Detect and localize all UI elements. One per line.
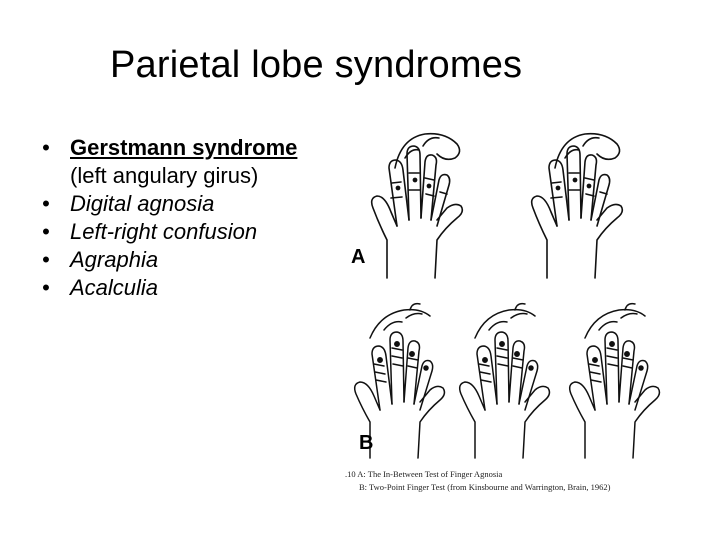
bullet-left-right [36, 218, 336, 246]
caption-line-2: B: Two-Point Finger Test (from Kinsbourne and Warrington, Brain, 1962) [359, 482, 611, 492]
bullet-acalculia [36, 274, 336, 302]
bullet-gerstmann-label: Gerstmann syndrome [70, 135, 298, 160]
bullet-dot: • [42, 191, 50, 216]
panel-b-label: B [359, 432, 374, 454]
bullet-agraphia [36, 246, 336, 274]
caption-line-1: .10 A: The In-Between Test of Finger Agnosia [345, 469, 503, 479]
bullet-gerstmann-sub: (left angulary girus) [70, 163, 259, 188]
bullet-dot: • [42, 247, 50, 272]
bullet-agraphia-label: Agraphia [70, 247, 159, 272]
bullet-dot: • [42, 219, 50, 244]
bullet-digital-agnosia-label: Digital agnosia [70, 191, 215, 216]
finger-agnosia-figure [345, 118, 690, 498]
hand-illustrations [345, 118, 690, 468]
bullet-acalculia-label: Acalculia [70, 275, 159, 300]
slide-title: Parietal lobe syndromes [110, 44, 523, 86]
bullet-dot: • [42, 275, 50, 300]
figure-caption [345, 468, 685, 494]
bullet-gerstmann [36, 134, 336, 190]
bullet-digital-agnosia [36, 190, 336, 218]
bullet-list [36, 134, 336, 302]
panel-a-label: A [351, 246, 366, 268]
bullet-dot: • [42, 135, 50, 160]
bullet-left-right-label: Left-right confusion [70, 219, 258, 244]
